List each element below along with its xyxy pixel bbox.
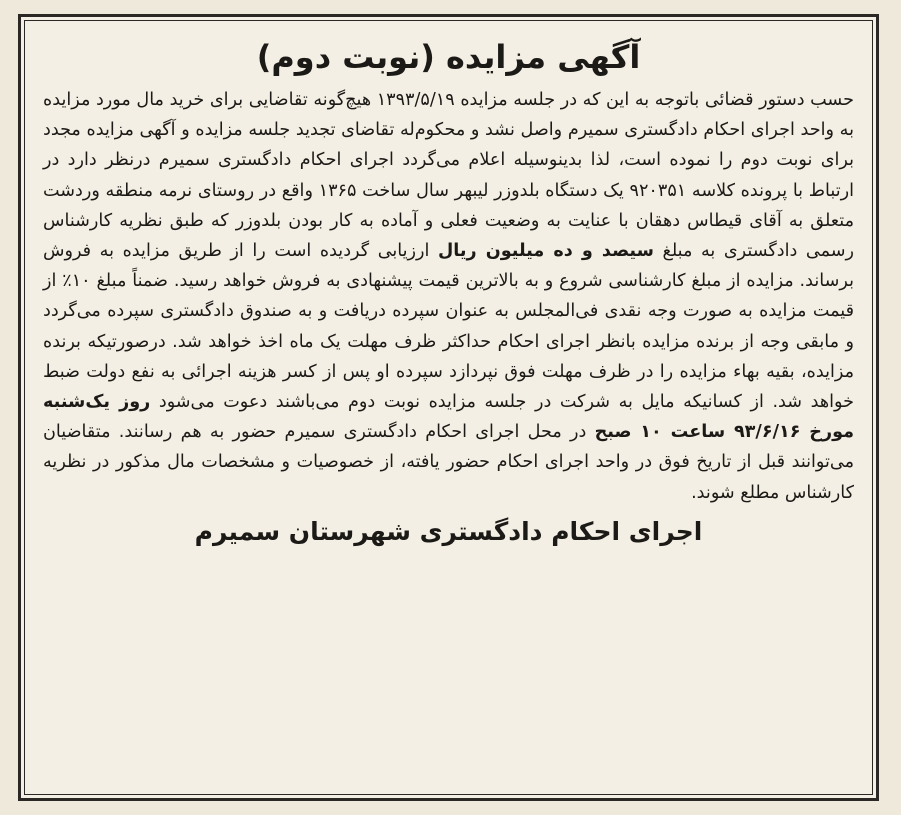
auction-date-time: روز یک‌شنبه مورخ ۹۳/۶/۱۶ ساعت ۱۰ صبح	[43, 392, 855, 443]
issuer-signature: اجرای احکام دادگستری شهرستان سمیرم	[194, 516, 703, 546]
auction-notice	[18, 14, 879, 801]
body-text-1: حسب دستور قضائی باتوجه به این که در جلسه مزایده ۱۳۹۳/۵/۱۹ هیچ‌گونه تقاضایی برای خرید مال مورد مزایده به واحد اجرای احکام دادگستری سمیرم واصل نشد و محکوم‌له تقاضای تجدید جلسه مزایده و آگهی مزایده مجدد برای نوبت دوم را نموده است، لذا بدینوسیله اعلام می‌گردد اجرای احکام دادگستری سمیرم درنظر دارد در ارتباط با پرونده کلاسه ۹۲۰۳۵۱ یک دستگاه بلدوزر لیبهر سال ساخت ۱۳۶۵ واقع در روستای نرمه منطقه وردشت متعلق به آقای قیطاس دهقان با عنایت به وضعیت فعلی و آماده به کار بودن بلدوزر که طبق نظریه کارشناس رسمی دادگستری به مبلغ	[43, 90, 854, 262]
notice-body	[43, 85, 854, 508]
price-amount: سیصد و ده میلیون ریال	[438, 241, 654, 262]
notice-title: آگهی مزایده (نوبت دوم)	[256, 38, 641, 76]
body-text-2: ارزیابی گردیده است را از طریق مزایده به فروش برساند. مزایده از مبلغ کارشناسی شروع و به بالاترین قیمت پیشنهادی به فروش خواهد رسید. ضمناً مبلغ ۱۰٪ از قیمت مزایده به صورت وجه نقدی فی‌المجلس به عنوان سپرده دریافت و به صندوق دادگستری سپرده می‌گردد و مابقی وجه از برنده مزایده بانظر اجرای احکام حداکثر ظرف مهلت یک ماه اخذ خواهد شد. درصورتیکه برنده مزایده، بقیه بهاء مزایده را در ظرف مهلت فوق نپردازد سپرده او پس از کسر هزینه اجرائی به نفع دولت ضبط خواهد شد. از کسانیکه مایل به شرکت در جلسه مزایده نوبت دوم می‌باشند دعوت می‌شود	[43, 241, 854, 413]
body-text-3: در محل اجرای احکام دادگستری سمیرم حضور به هم رسانند. متقاضیان می‌توانند قبل از تاریخ فوق در واحد اجرای احکام حضور یافته، از خصوصیات و مشخصات مال مذکور در نظریه کارشناس مطلع شوند.	[43, 422, 854, 503]
